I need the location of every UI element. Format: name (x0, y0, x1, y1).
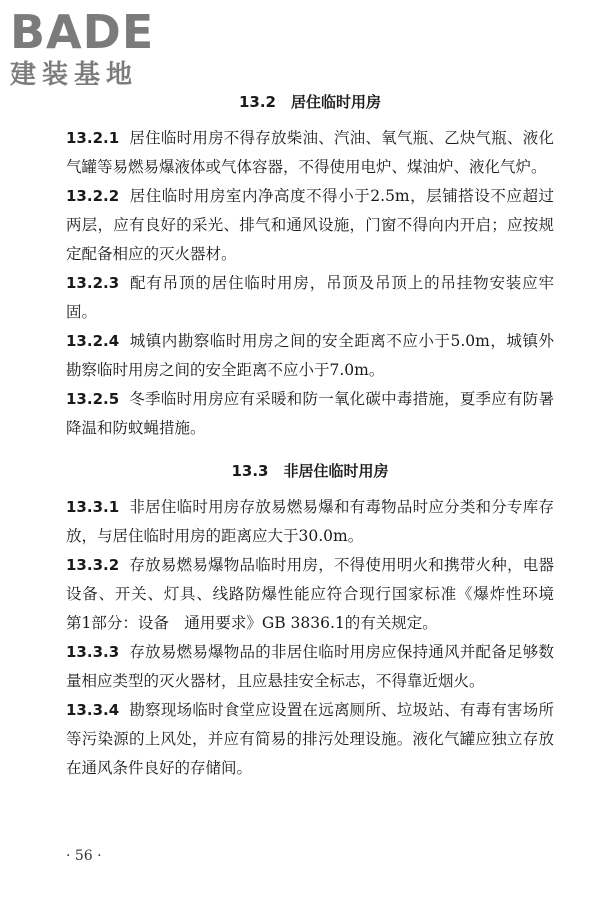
section-title-13-2: 13.2 居住临时用房 (238, 93, 381, 111)
clause-13-2-3 (66, 269, 554, 327)
clause-text: 居住临时用房不得存放柴油、汽油、氧气瓶、乙炔气瓶、液化气罐等易燃易爆液体或气体容器，不得使用电炉、煤油炉、液化气炉。 (66, 129, 554, 176)
clause-13-3-3 (66, 638, 554, 696)
clause-13-2-5 (66, 385, 554, 443)
logo-wordmark: BADE (10, 5, 155, 59)
clause-text: 居住临时用房室内净高度不得小于2.5m，层铺搭设不应超过两层，应有良好的采光、排气和通风设施，门窗不得向内开启；应按规定配备相应的灭火器材。 (66, 187, 554, 263)
clause-number: 13.3.2 (66, 556, 120, 574)
clause-text: 存放易燃易爆物品的非居住临时用房应保持通风并配备足够数量相应类型的灭火器材，且应悬挂安全标志，不得靠近烟火。 (66, 643, 554, 690)
clause-number: 13.3.4 (66, 701, 120, 719)
clause-number: 13.2.4 (66, 332, 120, 350)
logo-chinese-name: 建装基地 (10, 60, 139, 90)
document-body (66, 88, 570, 783)
clause-number: 13.3.1 (66, 498, 120, 516)
clause-number: 13.2.2 (66, 187, 120, 205)
bade-logo (8, 6, 178, 94)
clause-number: 13.2.5 (66, 390, 120, 408)
clause-text: 存放易燃易爆物品临时用房，不得使用明火和携带火种，电器设备、开关、灯具、线路防爆性能应符合现行国家标准《爆炸性环境 第1部分：设备 通用要求》GB 3836.1的有关规定。 (66, 556, 570, 632)
clause-number: 13.2.3 (66, 274, 120, 292)
clause-13-3-1 (66, 493, 554, 551)
clause-text: 冬季临时用房应有采暖和防一氧化碳中毒措施，夏季应有防暑降温和防蚊蝇措施。 (66, 390, 554, 437)
clause-13-2-1 (66, 124, 554, 182)
clause-text: 配有吊顶的居住临时用房，吊顶及吊顶上的吊挂物安装应牢固。 (66, 274, 554, 321)
clause-13-3-4 (66, 696, 554, 783)
clause-13-2-4 (66, 327, 554, 385)
clause-text: 勘察现场临时食堂应设置在远离厕所、垃圾站、有毒有害场所等污染源的上风处，并应有简易的排污处理设施。液化气罐应独立存放在通风条件良好的存储间。 (66, 701, 554, 777)
page-number: · 56 · (66, 848, 102, 864)
section-title-13-3: 13.3 非居住临时用房 (231, 462, 389, 480)
clause-number: 13.3.3 (66, 643, 120, 661)
clause-13-2-2 (66, 182, 554, 269)
clause-13-3-2 (66, 551, 570, 638)
clause-text: 非居住临时用房存放易燃易爆和有毒物品时应分类和分专库存放，与居住临时用房的距离应大于30.0m。 (66, 498, 554, 545)
clause-text: 城镇内勘察临时用房之间的安全距离不应小于5.0m，城镇外勘察临时用房之间的安全距离不应小于7.0m。 (66, 332, 554, 379)
clause-number: 13.2.1 (66, 129, 120, 147)
